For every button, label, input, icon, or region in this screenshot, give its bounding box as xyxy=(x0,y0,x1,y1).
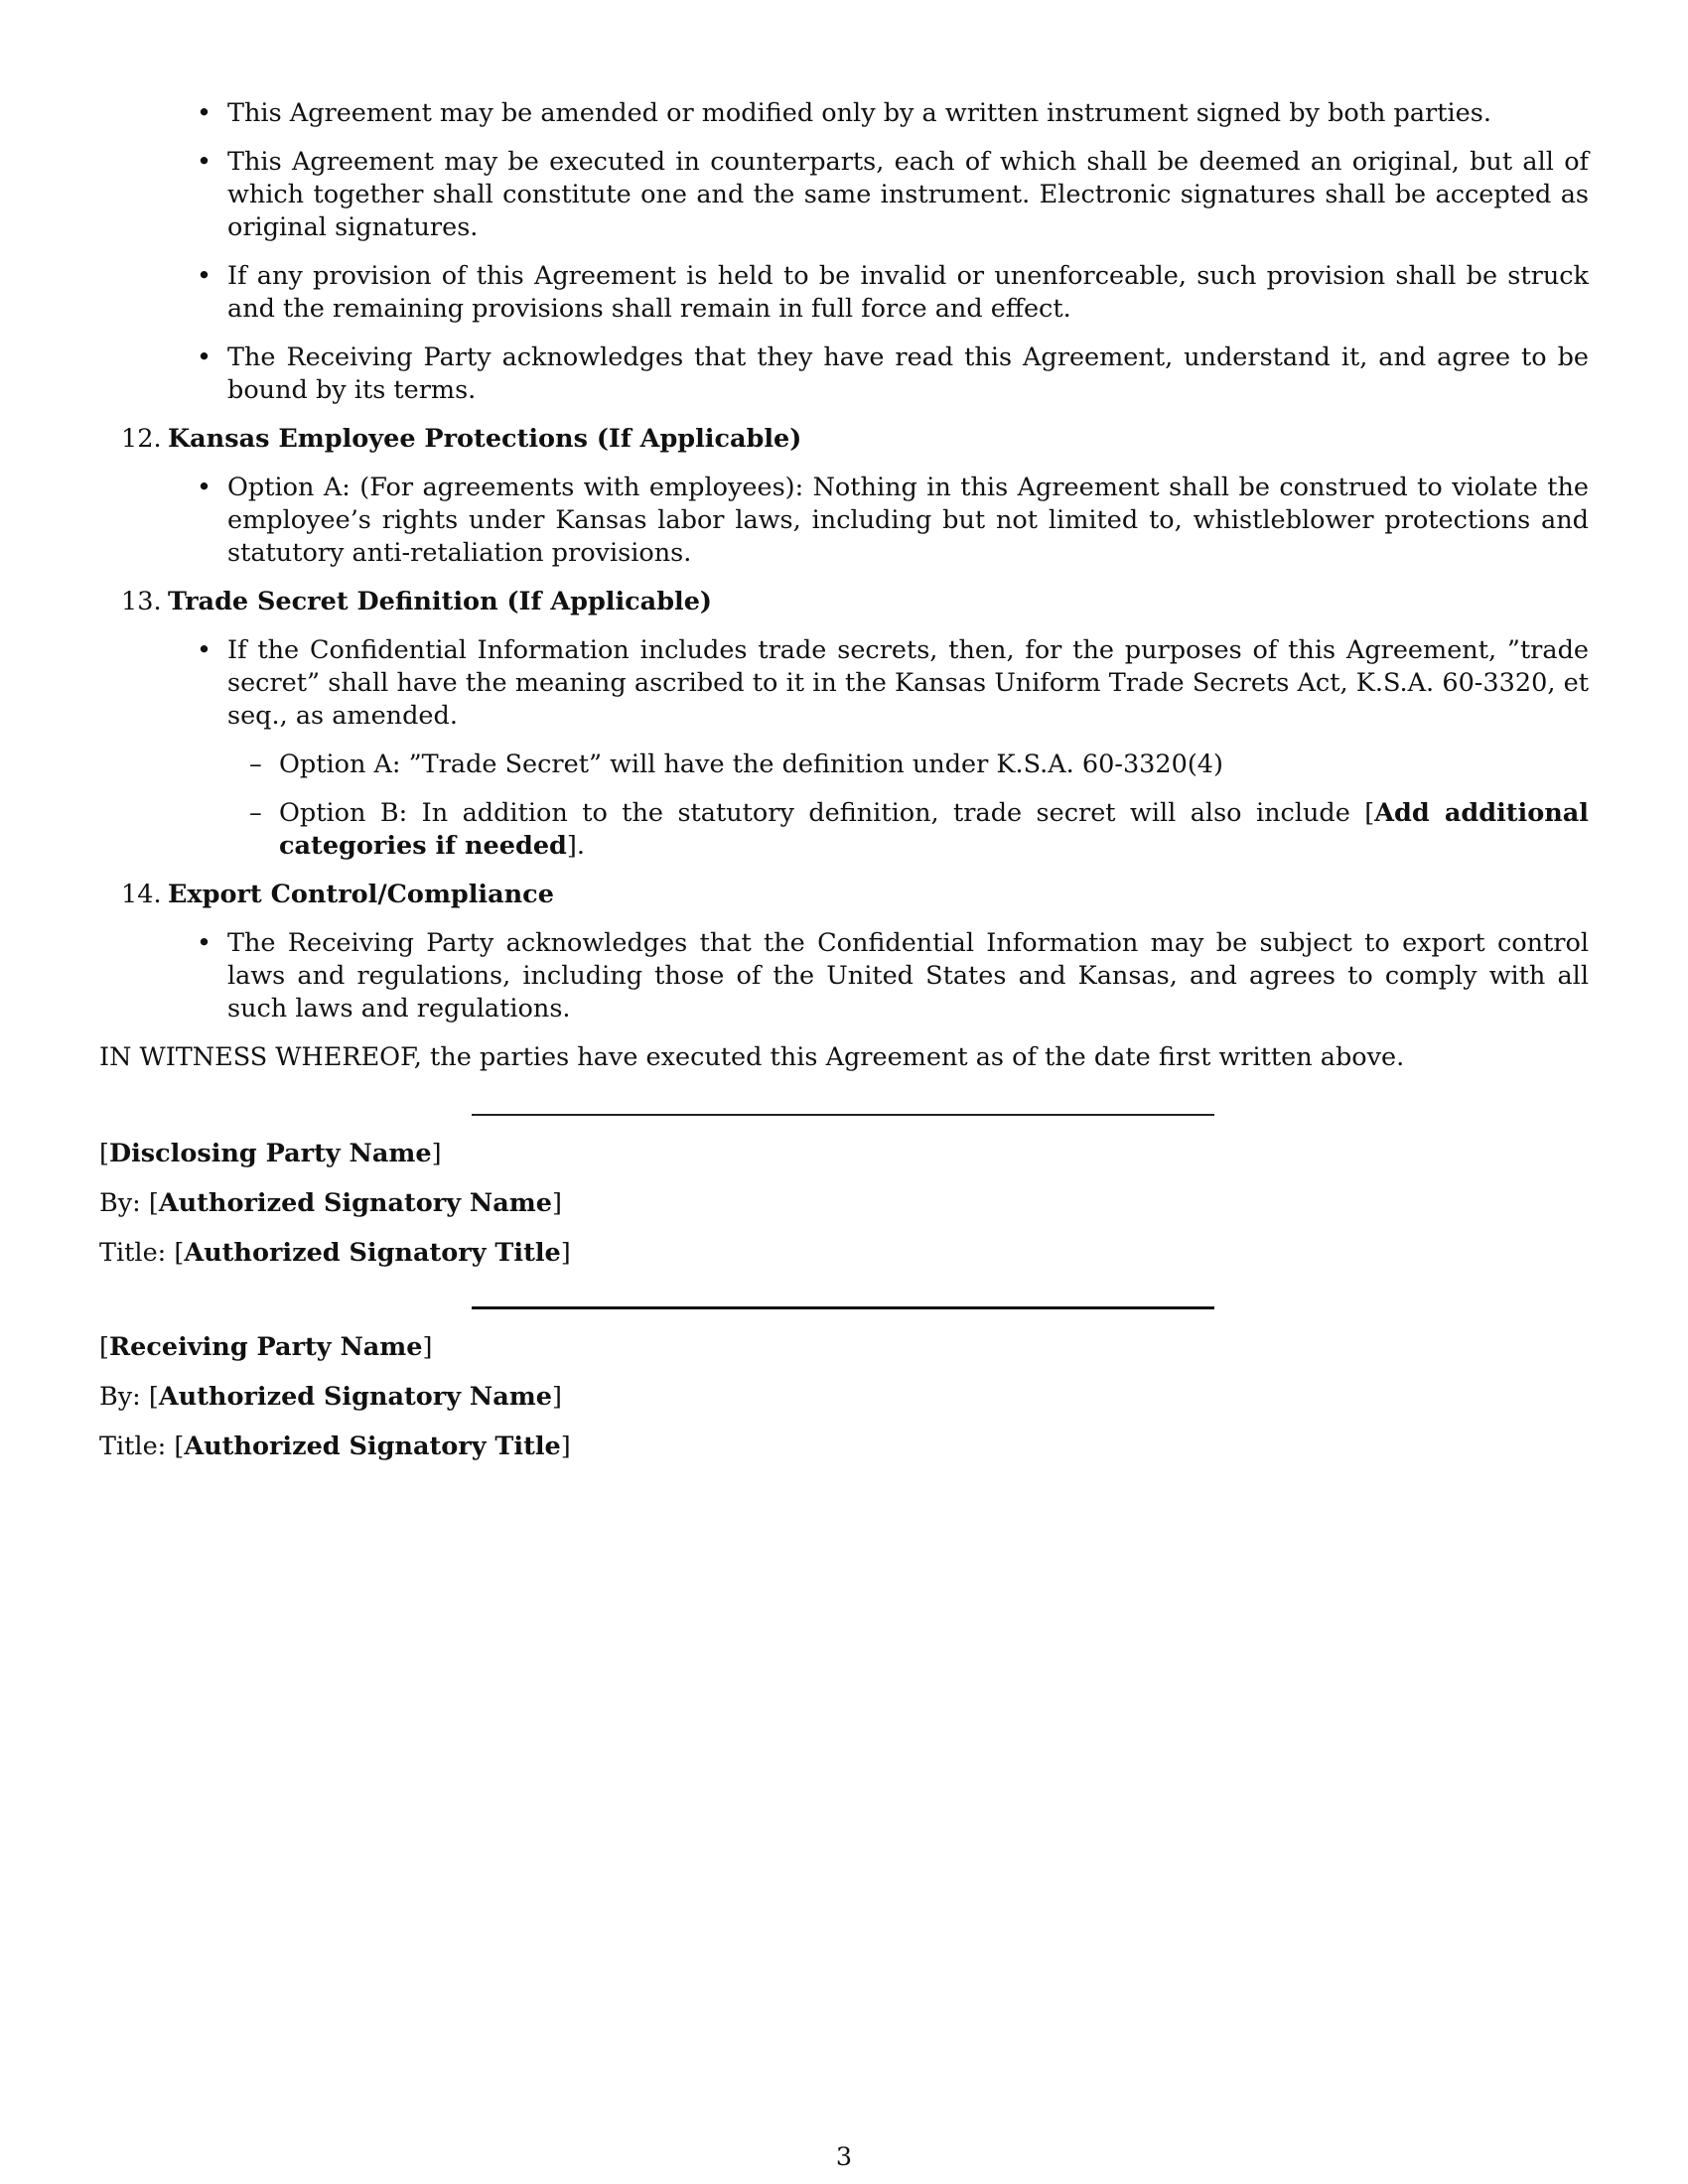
option-b-suffix: ]. xyxy=(566,831,585,861)
list-item: • The Receiving Party acknowledges that the Confidential Information may be subject to export control laws and regulations, including those of the United States and Kansas, and agrees to comply with all such laws and regulations. xyxy=(99,927,1589,1025)
signatory-name-placeholder: Authorized Signatory Name xyxy=(158,1188,552,1218)
section-13-heading xyxy=(99,586,1589,618)
signatory-title-placeholder: Authorized Signatory Title xyxy=(184,1238,561,1268)
witness-statement: IN WITNESS WHEREOF, the parties have executed this Agreement as of the date first written above. xyxy=(99,1042,1405,1072)
disclosing-party-signature-block xyxy=(99,1114,1589,1270)
party-name: [Receiving Party Name] xyxy=(99,1332,433,1362)
title-label: Title: xyxy=(99,1238,167,1268)
list-item: • This Agreement may be amended or modified only by a written instrument signed by both parties. xyxy=(99,97,1589,130)
option-a: – Option A: ”Trade Secret” will have the definition under K.S.A. 60-3320(4) xyxy=(227,749,1589,781)
section-14-heading xyxy=(99,879,1589,911)
signature-line xyxy=(472,1114,1214,1116)
section-title: Trade Secret Definition (If Applicable) xyxy=(168,587,713,616)
section-number: 12. xyxy=(121,424,162,454)
signatory-name-row: By: [Authorized Signatory Name] xyxy=(99,1382,562,1412)
section-number: 14. xyxy=(121,880,162,909)
option-b xyxy=(227,797,1589,863)
section-title: Export Control/Compliance xyxy=(168,880,554,909)
by-label: By: xyxy=(99,1188,141,1218)
section-number: 13. xyxy=(121,587,162,616)
section-13-list xyxy=(99,634,1589,863)
page-number: 3 xyxy=(835,2142,853,2172)
document-page xyxy=(99,97,1589,1480)
general-provisions-list xyxy=(99,97,1589,407)
party-name-placeholder: Receiving Party Name xyxy=(108,1332,423,1362)
list-item: • Option A: (For agreements with employees): Nothing in this Agreement shall be construed to violate the employee’s rights under Kansas labor laws, including but not limited to, whistleblower protections and statutory anti-retaliation provisions. xyxy=(99,472,1589,570)
signatory-name-row: By: [Authorized Signatory Name] xyxy=(99,1188,562,1218)
section-12-list xyxy=(99,472,1589,570)
section-14-list xyxy=(99,927,1589,1025)
party-name: [Disclosing Party Name] xyxy=(99,1139,442,1168)
signatory-name-placeholder: Authorized Signatory Name xyxy=(158,1382,552,1412)
option-b-placeholder: Add additional categories if needed xyxy=(279,798,1589,861)
list-item: • The Receiving Party acknowledges that they have read this Agreement, understand it, and agree to be bound by its terms. xyxy=(99,341,1589,407)
by-label: By: xyxy=(99,1382,141,1412)
signature-line xyxy=(472,1306,1214,1309)
trade-secret-definition-text: If the Confidential Information includes trade secrets, then, for the purposes of this Agreement, ”trade secret” shall have the meaning ascribed to it in the Kansas Uniform Trade Secrets Act, K.S.A. 60-3320, et seq., as amended. xyxy=(227,635,1589,731)
signatory-title-row: Title: [Authorized Signatory Title] xyxy=(99,1432,571,1461)
list-item: • This Agreement may be executed in counterparts, each of which shall be deemed an original, but all of which together shall constitute one and the same instrument. Electronic signatures shall be accepted as original signatures. xyxy=(99,146,1589,244)
signatory-title-row: Title: [Authorized Signatory Title] xyxy=(99,1238,571,1268)
title-label: Title: xyxy=(99,1432,167,1461)
signatory-title-placeholder: Authorized Signatory Title xyxy=(184,1432,561,1461)
list-item xyxy=(99,634,1589,863)
trade-secret-options xyxy=(227,749,1589,863)
section-12-heading xyxy=(99,423,1589,456)
receiving-party-signature-block xyxy=(99,1306,1589,1463)
party-name-placeholder: Disclosing Party Name xyxy=(108,1139,432,1168)
section-title: Kansas Employee Protections (If Applicable) xyxy=(168,424,802,454)
list-item: • If any provision of this Agreement is held to be invalid or unenforceable, such provision shall be struck and the remaining provisions shall remain in full force and effect. xyxy=(99,260,1589,326)
option-b-prefix: Option B: In addition to the statutory definition, trade secret will also include [ xyxy=(279,798,1375,828)
